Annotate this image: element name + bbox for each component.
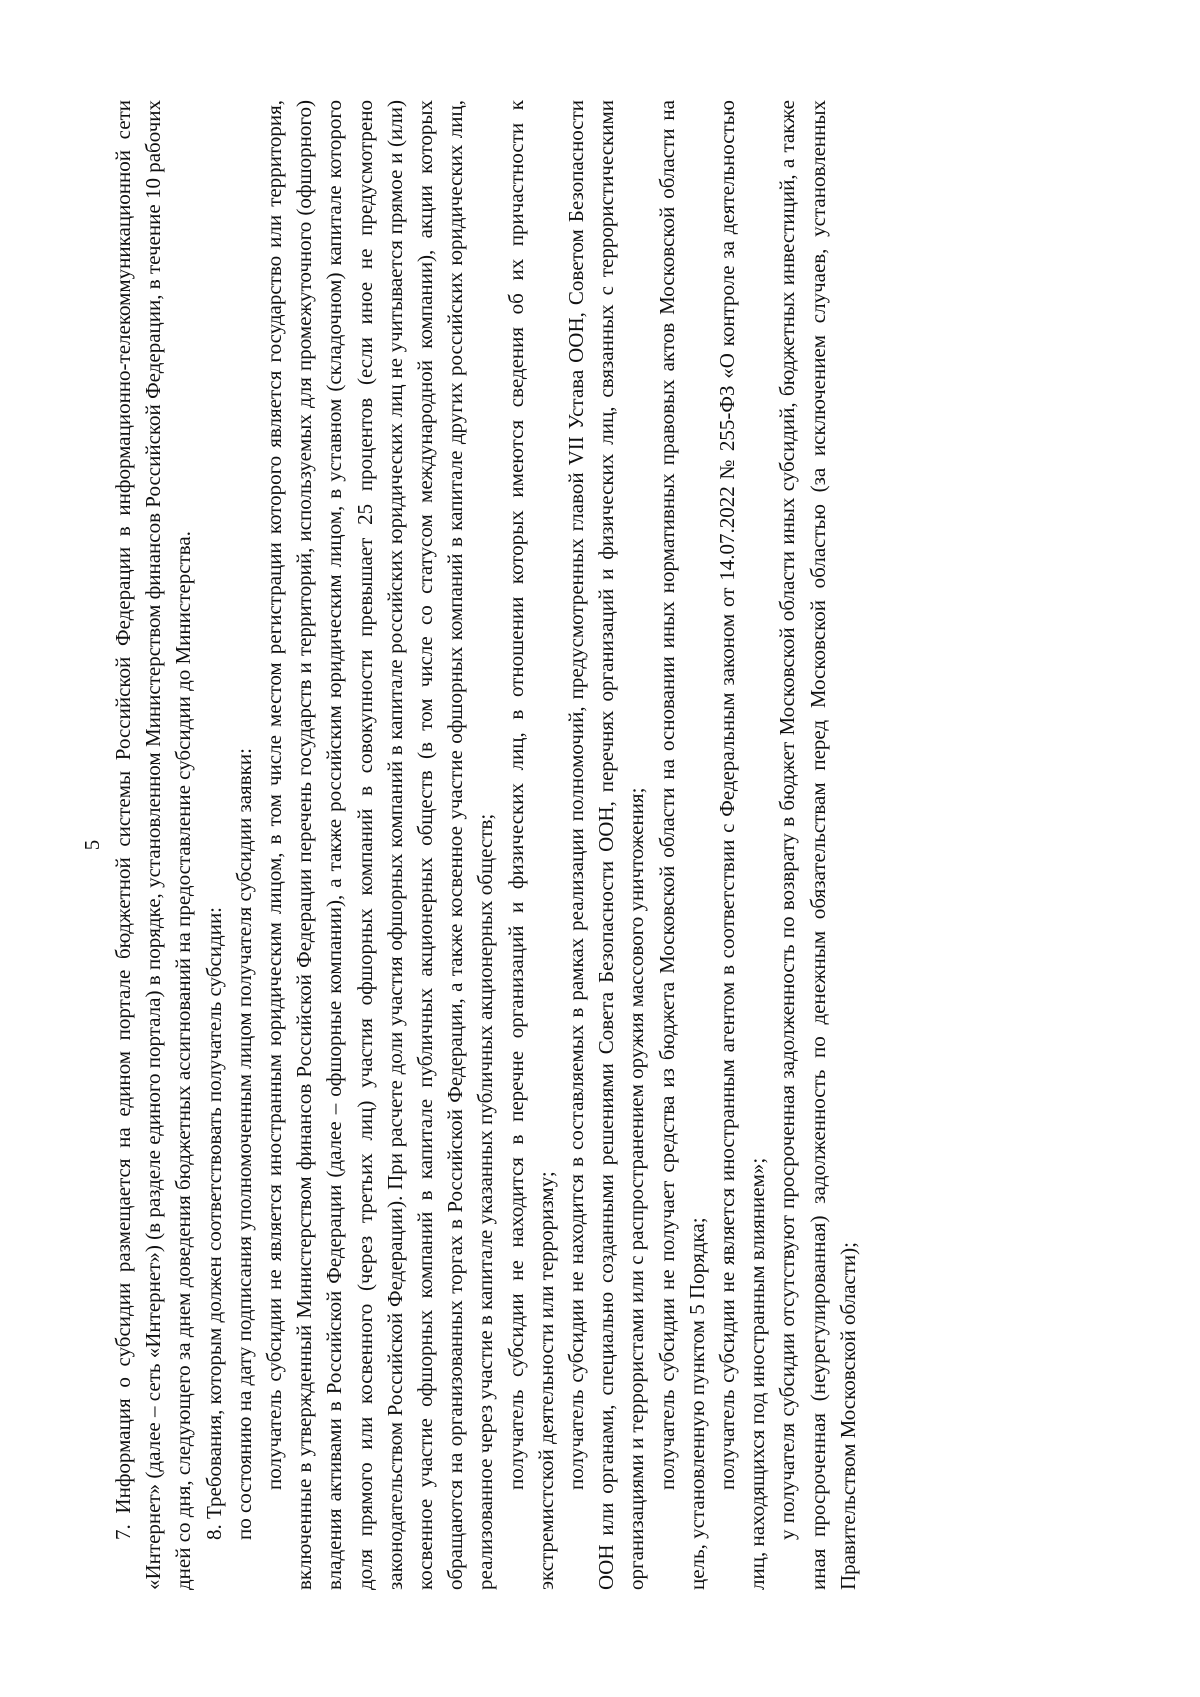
requirement-extremism: получатель субсидии не находится в перечне организаций и физических лиц, в отношении которых имеются сведения об их причастности к экстремистской деятельности или терроризму;: [503, 100, 558, 1590]
page-number: 5: [80, 839, 104, 851]
paragraph-8-date: по состоянию на дату подписания уполномоченным лицом получателя субсидии заявки:: [231, 748, 256, 1540]
paragraph-7: 7. Информация о субсидии размещается на едином портале бюджетной системы Российской Федерации в информационно-телекоммуникационной сети «Интернет» (далее – сеть «Интернет») (в разделе единого портала) в порядке, установленном Министерством финансов Российской Федерации, в течение 10 рабочих дней со дня, следующего за днем доведения бюджетных ассигнований на предоставление субсидии до Министерства.: [111, 100, 196, 1590]
requirement-no-debts: у получателя субсидии отсутствуют просроченная задолженность по возврату в бюджет Московской области иных субсидий, бюджетных инвестиций, а также иная просроченная (неурегулированная) задолженность по денежным обязательствам перед Московской областью (за исключением случаев, установленных Правительством Московской области);: [775, 100, 860, 1590]
requirement-offshore: получатель субсидии не является иностранным юридическим лицом, в том числе местом регистрации которого является государство или территория, включенные в утвержденный Министерством финансов Российской Федерации перечень государств и территорий, используемых для промежуточного (офшорного) владения активами в Российской Федерации (далее – офшорные компании), а также российским юридическим лицом, в уставном (складочном) капитале которого доля прямого или косвенного (через третьих лиц) участия офшорных компаний в совокупности превышает 25 процентов (если иное не предусмотрено законодательством Российской Федерации). При расчете доли участия офшорных компаний в капитале российских юридических лиц не учитывается прямое и (или) косвенное участие офшорных компаний в капитале публичных акционерных обществ (в том числе со статусом международной компании), акции которых обращаются на организованных торгах в Российской Федерации, а также косвенное участие офшорных компаний в капитале других российских юридических лиц, реализованное через участие в капитале указанных публичных акционерных обществ;: [262, 100, 498, 1590]
requirement-un-sanctions: получатель субсидии не находится в составляемых в рамках реализации полномочий, предусмотренных главой VII Устава ООН, Советом Безопасности ООН или органами, специально созданными решениями Совета Безопасности ООН, перечнях организаций и физических лиц, связанных с террористическими организациями и террористами или с распространением оружия массового уничтожения;: [564, 100, 649, 1590]
document-page: [80, 100, 1120, 1590]
paragraph-8: 8. Требования, которым должен соответствовать получатель субсидии:: [201, 906, 226, 1540]
requirement-not-foreign-agent: получатель субсидии не является иностранным агентом в соответствии с Федеральным законом от 14.07.2022 № 255-ФЗ «О контроле за деятельностью лиц, находящихся под иностранным влиянием»;: [715, 100, 770, 1590]
requirement-no-other-funds: получатель субсидии не получает средства из бюджета Московской области на основании иных нормативных правовых актов Московской области на цель, установленную пунктом 5 Порядка;: [654, 100, 709, 1590]
